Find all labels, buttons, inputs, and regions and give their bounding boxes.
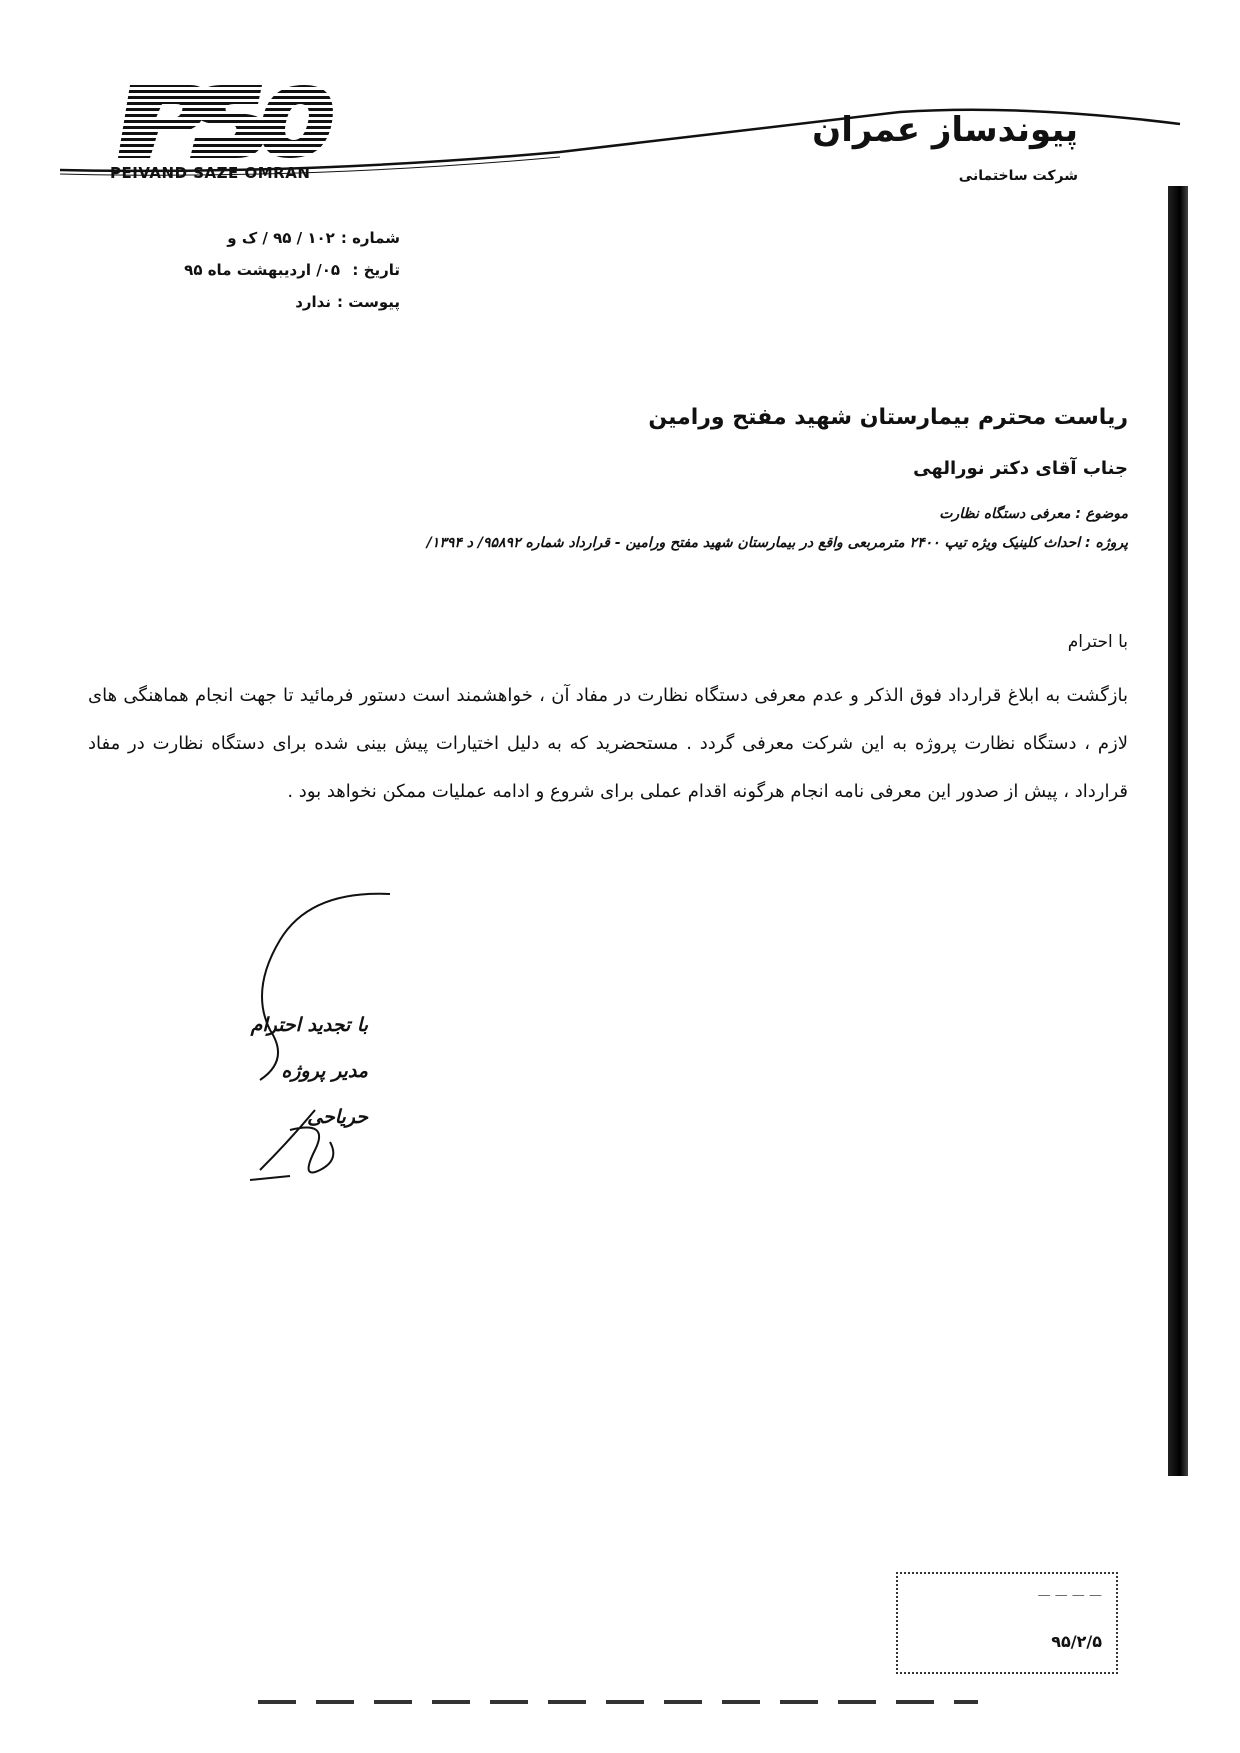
receipt-stamp — [896, 1572, 1118, 1674]
logo-caption: PEIVAND SAZE OMRAN — [110, 164, 311, 182]
closing-title: مدیر پروژه — [281, 1060, 368, 1082]
attachment-label: پیوست : — [336, 293, 400, 311]
attachment-value: ندارد — [295, 293, 331, 311]
greeting: با احترام — [1067, 632, 1128, 652]
date-value: ۰۵/ اردیبهشت ماه ۹۵ — [184, 261, 340, 279]
brand-name: پیوندساز عمران — [812, 110, 1078, 150]
meta-attachment-row — [170, 286, 400, 318]
bottom-scan-marks — [258, 1700, 978, 1704]
meta-number-row — [170, 222, 400, 254]
subject-line: موضوع : معرفی دستگاه نظارت — [939, 506, 1128, 522]
date-label: تاریخ : — [352, 261, 400, 279]
letter-meta — [170, 222, 400, 318]
number-value: ۱۰۲ / ۹۵ / ک و — [227, 229, 335, 247]
brand-subtitle: شرکت ساختمانی — [958, 168, 1078, 184]
addressee: ریاست محترم بیمارستان شهید مفتح ورامین — [648, 405, 1128, 430]
scan-edge-bar — [1168, 186, 1188, 1476]
number-label: شماره : — [340, 229, 400, 247]
pso-logo — [118, 85, 333, 158]
meta-date-row — [170, 254, 400, 286]
stamp-header: — — — — — [1037, 1588, 1102, 1603]
closing-regards: با تجدید احترام — [250, 1014, 368, 1036]
recipient-name: جناب آقای دکتر نورالهی — [913, 458, 1128, 479]
project-line: پروژه : احداث کلینیک ویژه تیپ ۲۴۰۰ مترمربعی واقع در بیمارستان شهید مفتح ورامین - قرارداد شماره ۹۵۸۹۲/ د ۱۳۹۴/ — [426, 535, 1128, 551]
closing-name: حریاحی — [307, 1106, 368, 1128]
letter-body: بازگشت به ابلاغ قرارداد فوق الذکر و عدم معرفی دستگاه نظارت در مفاد آن ، خواهشمند است دستور فرمائید تا جهت انجام هماهنگی های لازم ، دستگاه نظارت پروژه به این شرکت معرفی گردد . مستحضرید که به دلیل اختیارات پیش بینی شده برای دستگاه نظارت در مفاد قرارداد ، پیش از صدور این معرفی نامه انجام هرگونه اقدام عملی برای شروع و ادامه عملیات ممکن نخواهد بود . — [88, 685, 1128, 802]
closing-block — [208, 1002, 368, 1140]
stamp-date: ۹۵/۲/۵ — [1051, 1632, 1102, 1651]
